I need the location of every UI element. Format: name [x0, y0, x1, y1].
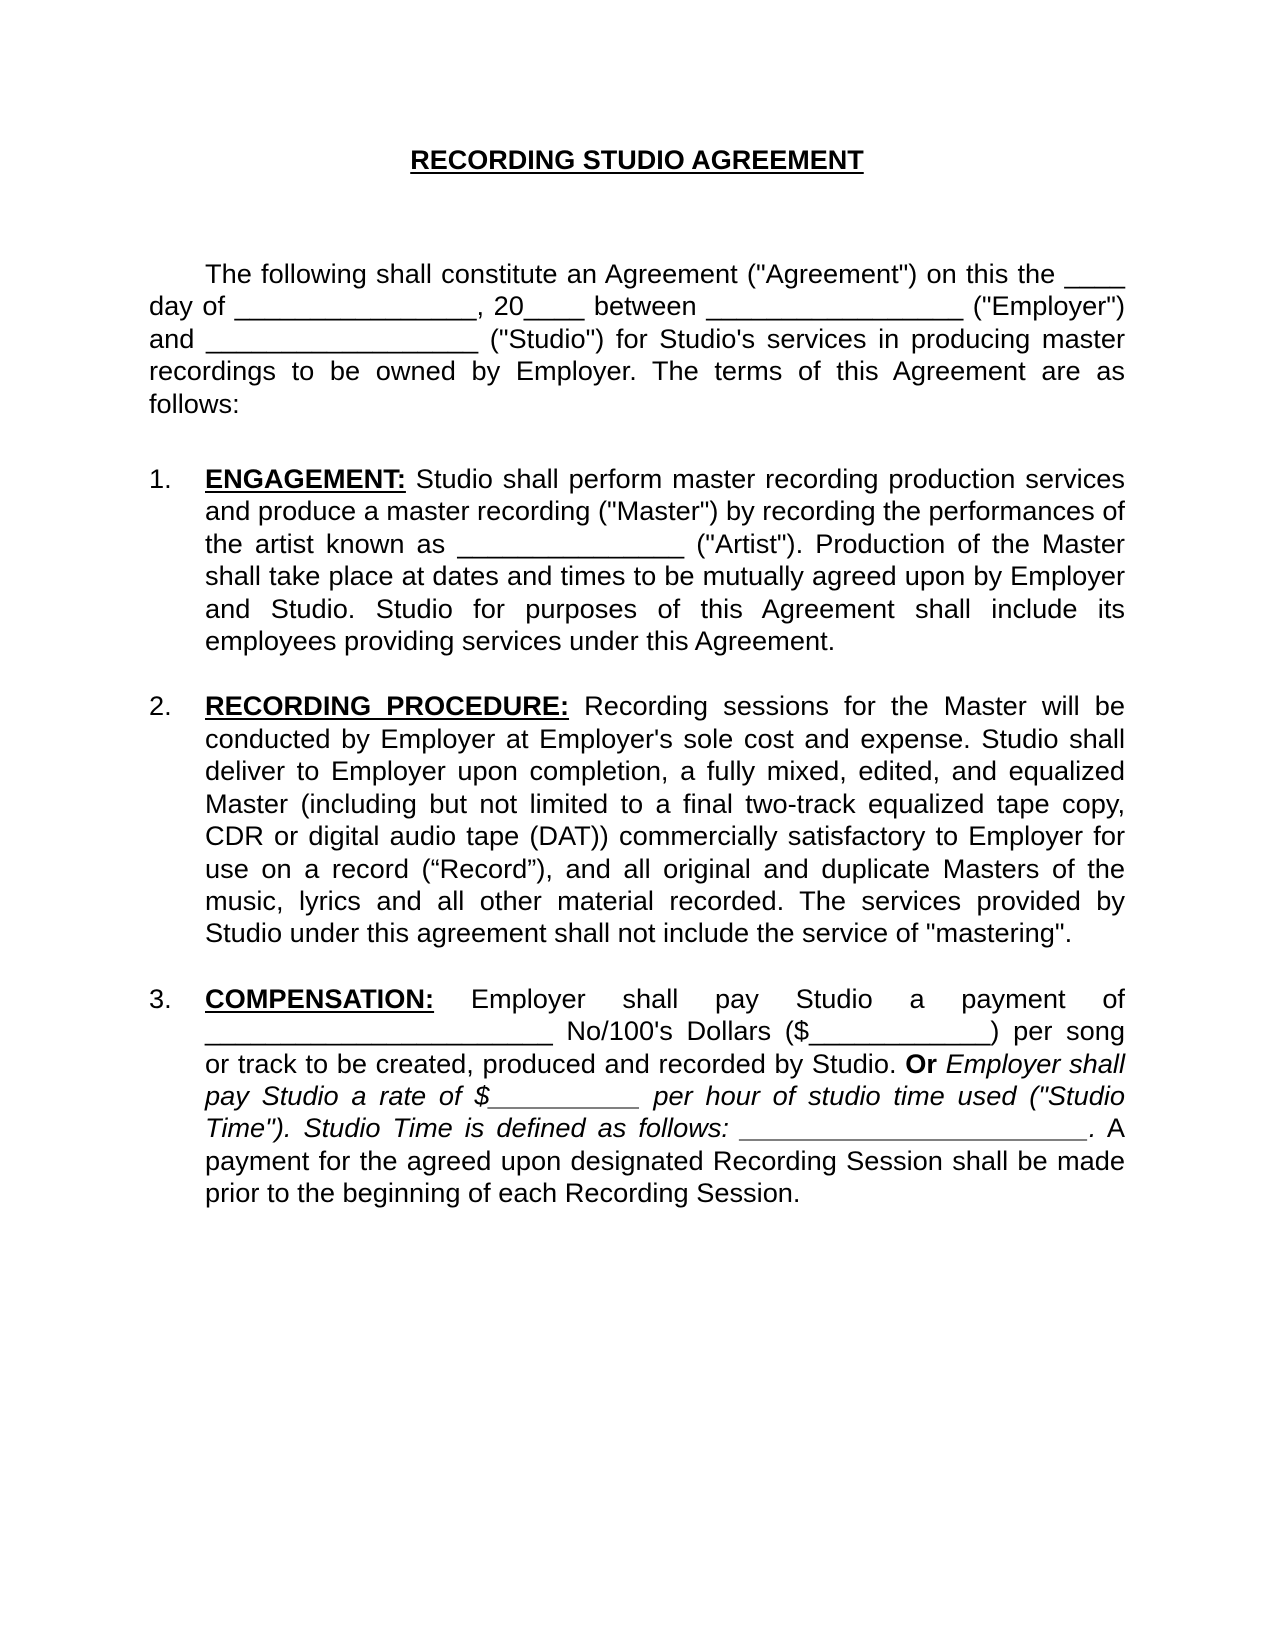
clause-number: 3. [149, 982, 172, 1014]
studio-blank[interactable]: __________________ [206, 322, 479, 354]
clause-heading: RECORDING PROCEDURE: [205, 690, 570, 722]
intro-text: between [584, 290, 707, 322]
document-title: RECORDING STUDIO AGREEMENT [410, 145, 864, 175]
clause-recording-procedure [149, 690, 1125, 949]
amount-words-blank[interactable]: _______________________ [205, 1015, 553, 1047]
intro-text: day of [149, 290, 235, 322]
clause-text: Studio shall perform master recording production services and produce a master recording ("Master") by recording the performances of the artist known as [205, 463, 1125, 559]
clause-number: 2. [149, 690, 172, 722]
clause-heading: COMPENSATION: [205, 982, 435, 1014]
intro-paragraph [149, 258, 1125, 420]
year-blank[interactable]: ____ [523, 290, 585, 322]
intro-text: ("Studio") for Studio's services in producing master recordings to be owned by Employer. The terms of this Agreement are as follows: [149, 322, 1126, 419]
intro-text: , 20 [476, 290, 524, 322]
clause-text: A payment for the agreed upon designated Recording Session shall be made prior to the beginning of each Recording Session. [205, 1112, 1126, 1209]
hourly-rate-text: . [1088, 1112, 1097, 1144]
artist-blank[interactable]: _______________ [457, 527, 685, 559]
intro-text: ("Employer") and [149, 290, 1126, 354]
month-blank[interactable]: ________________ [234, 290, 477, 322]
studio-time-definition-blank[interactable]: _______________________ [741, 1112, 1089, 1144]
clause-text: No/100's Dollars ($ [552, 1015, 809, 1047]
amount-blank[interactable]: ____________ [808, 1015, 991, 1047]
clause-text: Employer shall pay Studio a payment of [434, 982, 1125, 1014]
clause-engagement [149, 463, 1125, 657]
rate-blank[interactable]: __________ [489, 1079, 641, 1111]
intro-text: The following shall constitute an Agreement ("Agreement") on this the [205, 258, 1065, 289]
clause-text [937, 1048, 946, 1079]
clause-text: Recording sessions for the Master will be conducted by Employer at Employer's sole cost and expense. Studio shall deliver to Employer upon completion, a fully mixed, edited, and equalized Master (including but not limited to a final two-track equalized tape copy, CDR or digital audio tape (DAT)) commercially satisfactory to Employer for use on a record (“Record”), and all original and duplicate Masters of the music, lyrics and all other material recorded. The services provided by Studio under this agreement shall not include the service of "mastering". [205, 690, 1125, 949]
hourly-rate-text: Employer shall pay Studio a rate of $ [205, 1047, 1125, 1111]
clause-text: ("Artist"). Production of the Master shall take place at dates and times to be mutually agreed upon by Employer and Studio. Studio for purposes of this Agreement shall include its employees providing services under this Agreement. [205, 527, 1125, 657]
or-text: Or [905, 1047, 937, 1079]
clause-compensation [149, 983, 1125, 1210]
clause-number: 1. [149, 463, 172, 495]
clause-heading: ENGAGEMENT: [205, 463, 406, 495]
clause-list [149, 463, 1125, 1210]
employer-blank[interactable]: _________________ [706, 290, 964, 322]
day-blank[interactable]: ____ [1064, 258, 1125, 289]
clause-text: ) per song or track to be created, produced and recorded by Studio. [205, 1015, 1125, 1079]
hourly-rate-text: per hour of studio time used ("Studio Time"). Studio Time is defined as follows: [205, 1079, 1125, 1144]
